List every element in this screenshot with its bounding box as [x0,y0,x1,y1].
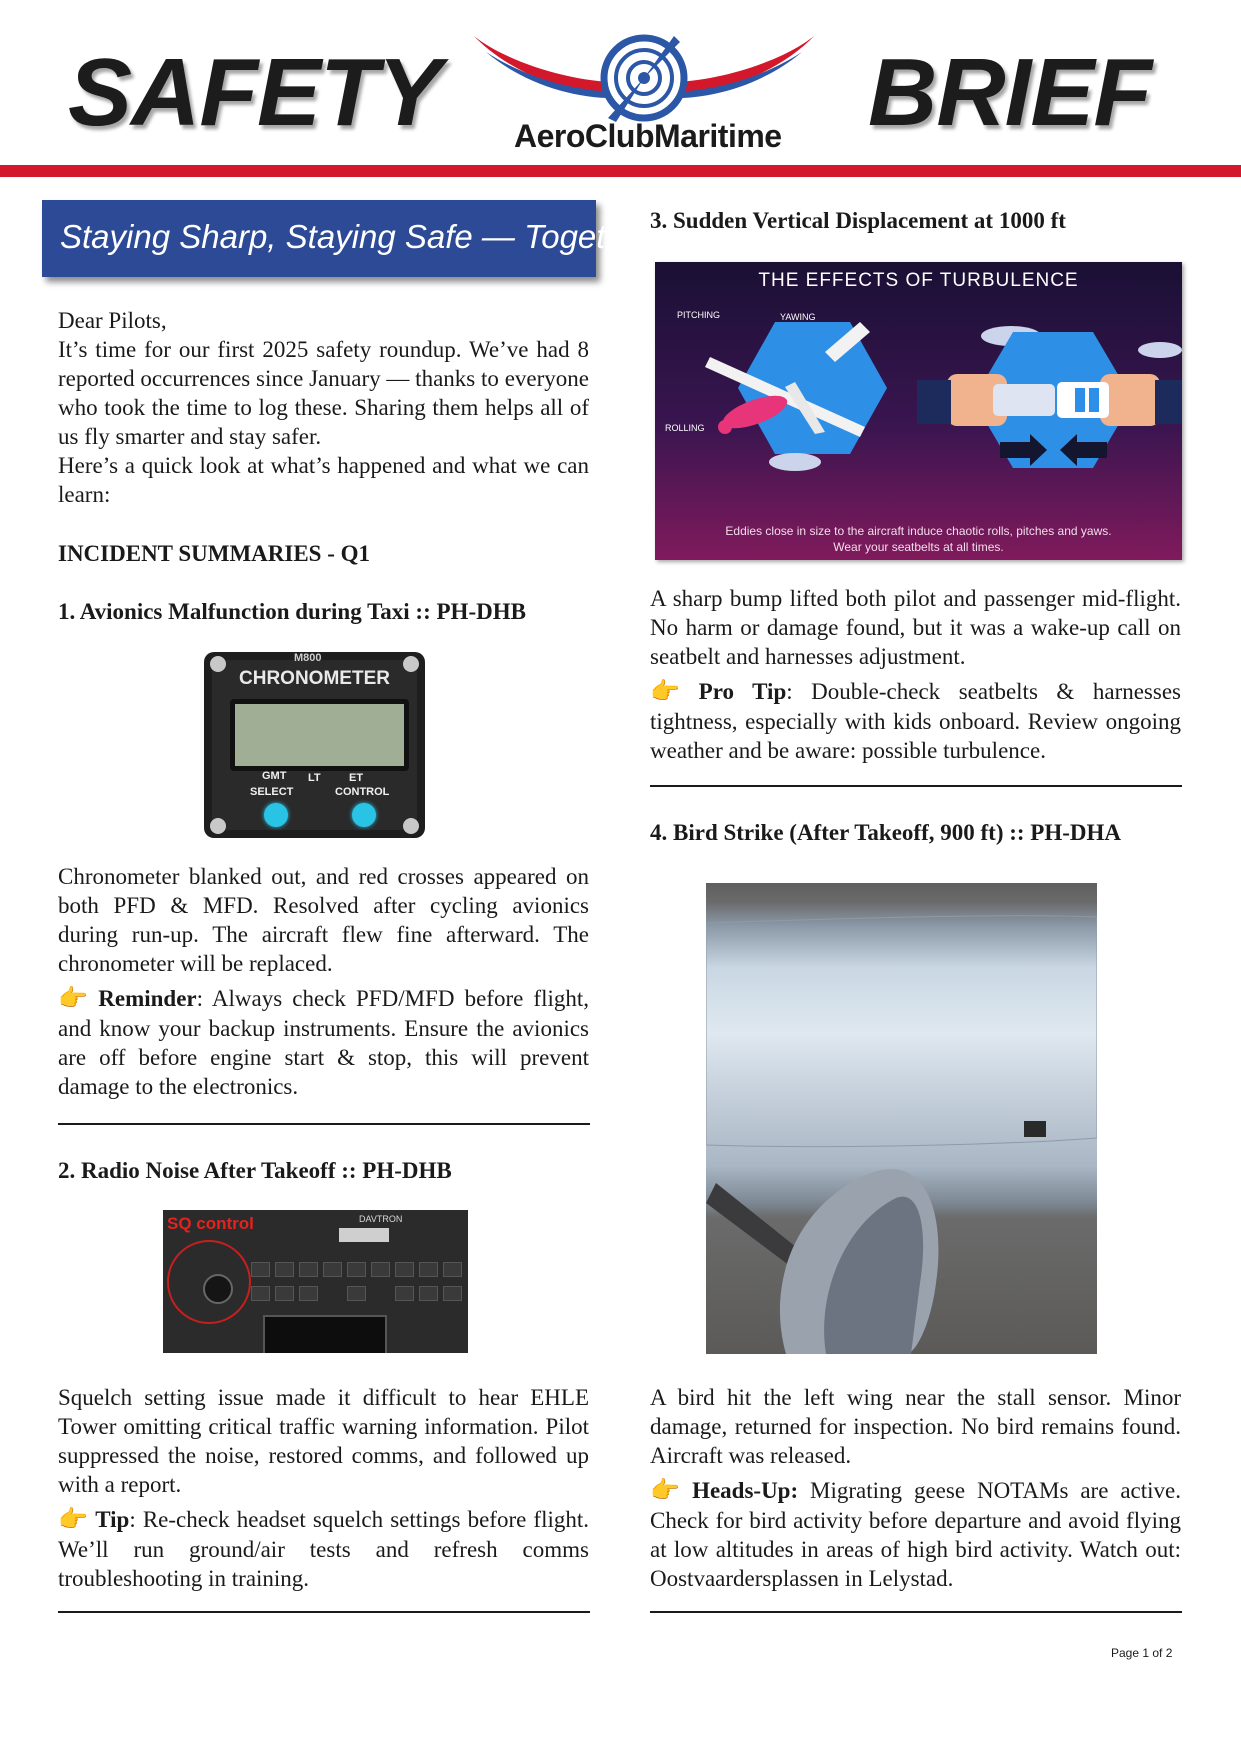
pointing-hand-icon: 👉 [650,1478,687,1504]
radio-panel-photo [163,1210,468,1353]
brand-name: AeroClubMaritime [514,118,782,154]
tip-text: : Re-check headset squelch settings before flight. We’ll run ground/air tests and refresh comms troubleshooting in training. [58,1507,589,1591]
radio-brand: DAVTRON [359,1214,403,1224]
incident-2-text [58,1383,589,1593]
infographic-title: THE EFFECTS OF TURBULENCE [758,270,1079,291]
summaries-heading: INCIDENT SUMMARIES - Q1 [58,541,371,566]
incident-1-text [58,862,589,1101]
incident-2-tip [58,1505,589,1593]
radio-screen [263,1315,387,1353]
chrono-model-label: M800 [294,652,322,664]
label-yawing: YAWING [780,312,816,322]
tip-text: : Always check PFD/MFD before flight, and know your backup instruments. Ensure the avionics are off before engine start & stop, this will prevent damage to the electronics. [58,986,590,1099]
intro-paragraph: It’s time for our first 2025 safety roundup. We’ve had 8 reported occurrences since January — thanks to everyone who took the time to log these. Sharing them helps all of us fly smarter and stay safer. [58,337,589,449]
tip-label: Tip [95,1507,130,1532]
tip-text: : Double-check seatbelts & harnesses tightness, especially with kids onboard. Review ongoing weather and be aware: possible turbulence. [650,679,1181,763]
incident-4-heading: 4. Bird Strike (After Takeoff, 900 ft) :: PH-DHA [650,820,1122,845]
squelch-annotation: SQ control [167,1214,254,1233]
incident-2-body: Squelch setting issue made it difficult to hear EHLE Tower omitting critical traffic warning information. Pilot suppressed the noise, restored comms, and followed up with a report. [58,1385,589,1497]
banner-title: Staying Sharp, Staying Safe — Together [60,218,654,255]
tip-text: Migrating geese NOTAMs are active. Check for bird activity before departure and avoid flying at low altitudes in areas of high bird activity. Watch out: Oostvaardersplassen in Lelystad. [650,1478,1181,1591]
header-title-left: SAFETY [68,39,441,146]
incident-3-heading: 3. Sudden Vertical Displacement at 1000 ft [650,208,1066,233]
intro-lead: Here’s a quick look at what’s happened and what we can learn: [58,453,589,507]
incident-4-text [650,1383,1181,1593]
turbulence-infographic [655,262,1182,560]
tip-label: Pro Tip [698,679,787,704]
squelch-highlight-circle [167,1240,251,1324]
incident-4-body: A bird hit the left wing near the stall sensor. Minor damage, returned for inspection. No bird remains found. Aircraft was released. [650,1385,1181,1468]
infographic-caption-1: Eddies close in size to the aircraft induce chaotic rolls, pitches and yaws. [725,524,1112,538]
incident-3-tip [650,677,1181,765]
section-rule [650,1611,1182,1613]
section-rule [58,1123,590,1125]
tip-label: Heads-Up: [692,1478,799,1503]
incident-2-heading: 2. Radio Noise After Takeoff :: PH-DHB [58,1158,452,1183]
intro-block [58,306,589,509]
label-pitching: PITCHING [677,310,721,320]
radio-readout [339,1228,389,1242]
incident-1-heading: 1. Avionics Malfunction during Taxi :: PH-DHB [58,599,526,624]
header-title-right: BRIEF [868,39,1151,146]
label-rolling: ROLLING [665,423,705,433]
page-number: Page 1 of 2 [1111,1646,1173,1660]
chronometer-photo [204,652,425,838]
incident-1-body: Chronometer blanked out, and red crosses appeared on both PFD & MFD. Resolved after cycling avionics during run-up. The aircraft flew fine afterward. The chronometer will be replaced. [58,864,589,976]
turbulence-illustration [655,262,1182,560]
greeting: Dear Pilots, [58,308,167,333]
chrono-title: CHRONOMETER [239,668,390,689]
chrono-lcd [230,699,409,771]
incident-1-tip [58,984,589,1101]
pointing-hand-icon: 👉 [58,1507,90,1533]
chrono-label-select: SELECT [250,786,294,798]
section-rule [58,1611,590,1613]
pointing-hand-icon: 👉 [58,986,93,1012]
chrono-label-gmt: GMT [262,770,287,782]
pointing-hand-icon: 👉 [650,679,693,705]
chrono-select-knob [264,803,288,827]
header-divider [0,165,1241,177]
bird-strike-photo [706,883,1097,1354]
section-banner [42,200,654,277]
chrono-label-lt: LT [308,772,321,784]
incident-4-tip [650,1476,1181,1593]
section-rule [650,785,1182,787]
infographic-caption-2: Wear your seatbelts at all times. [833,540,1004,554]
tip-label: Reminder [98,986,197,1011]
incident-3-body: A sharp bump lifted both pilot and passenger mid-flight. No harm or damage found, but it was a wake-up call on seatbelt and harnesses adjustment. [650,586,1181,669]
incident-3-text [650,584,1181,765]
chrono-control-knob [352,803,376,827]
chrono-label-control: CONTROL [335,786,390,798]
chrono-label-et: ET [349,772,364,784]
